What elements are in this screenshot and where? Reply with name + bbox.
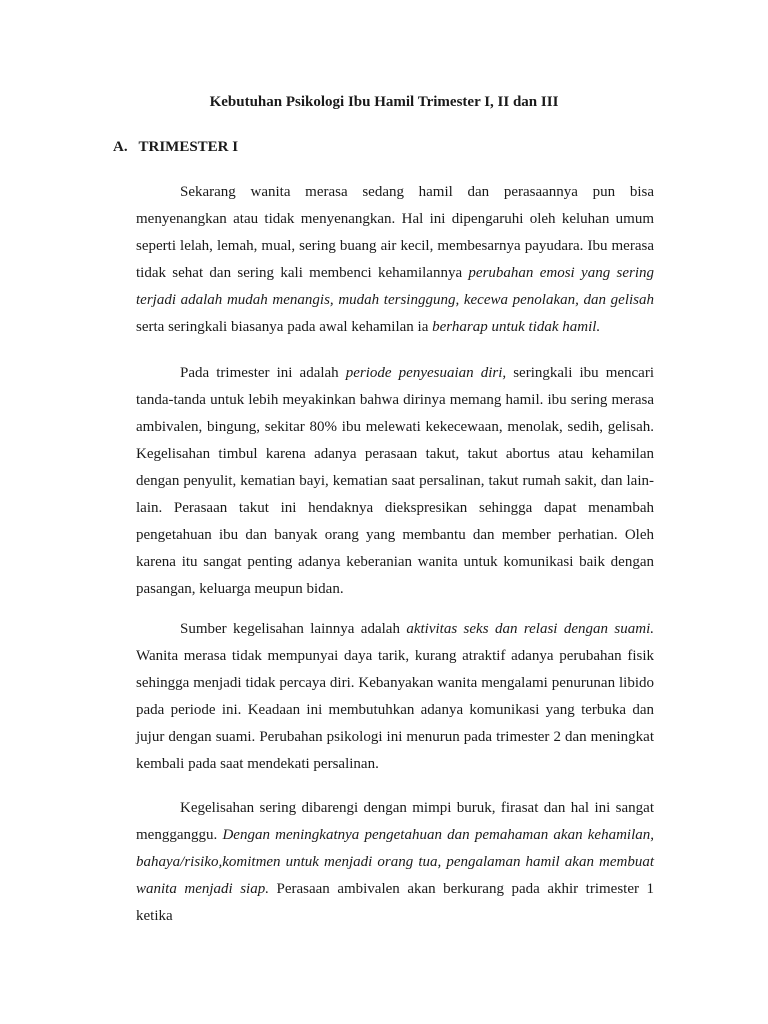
italic-text-run: berharap untuk tidak hamil. <box>432 319 601 335</box>
paragraph-2 <box>136 360 654 603</box>
document-title: Kebutuhan Psikologi Ibu Hamil Trimester I, II dan III <box>209 94 559 110</box>
text-run: Sekarang wanita merasa sedang hamil dan perasaannya pun bisa menyenangkan atau tidak menyenangkan. Hal ini dipengaruhi oleh keluhan umum seperti lelah, lemah, mual, sering buang air kecil, membesarnya payudara. Ibu merasa tidak sehat dan sering kali membenci kehamilannya <box>136 184 654 281</box>
text-run: Wanita merasa tidak mempunyai daya tarik, kurang atraktif adanya perubahan fisik sehingga menjadi tidak percaya diri. Kebanyakan wanita mengalami penurunan libido pada periode ini. Keadaan ini membutuhkan adanya komunikasi yang terbuka dan jujur dengan suami. Perubahan psikologi ini menurun pada trimester 2 dan meningkat kembali pada saat mendekati persalinan. <box>136 648 654 772</box>
text-run: Kegelisahan sering dibarengi dengan mimpi buruk, firasat dan hal ini sangat mengganggu. <box>136 800 654 843</box>
text-run: Pada trimester ini adalah <box>180 365 346 381</box>
section-heading <box>113 137 238 157</box>
section-label: A. <box>113 139 128 155</box>
italic-text-run: periode penyesuaian diri, <box>345 365 507 381</box>
italic-text-run: aktivitas seks dan relasi dengan suami. <box>406 621 654 637</box>
italic-text-run: Dengan meningkatnya pengetahuan dan pemahaman akan kehamilan, bahaya/risiko,komitmen untuk menjadi orang tua, pengalaman hamil akan membuat wanita menjadi siap. <box>136 827 655 897</box>
text-run: seringkali ibu mencari tanda-tanda untuk lebih meyakinkan bahwa dirinya memang hamil. ibu sering merasa ambivalen, bingung, sekitar 80% ibu melewati kekecewaan, menolak, sedih, gelisah. Kegelisahan timbul karena adanya perasaan takut, takut abortus atau kehamilan dengan penyulit, kematian bayi, kematian saat persalinan, takut rumah sakit, dan lain-lain. Perasaan takut ini hendaknya diekspresikan sehingga dapat menambah pengetahuan ibu dan banyak orang yang membantu dan member perhatian. Oleh karena itu sangat penting adanya keberanian wanita untuk komunikasi baik dengan pasangan, keluarga meupun bidan. <box>136 365 654 597</box>
italic-text-run: perubahan emosi yang sering terjadi adalah mudah menangis, mudah tersinggung, kecewa penolakan, dan gelisah <box>136 265 655 308</box>
paragraph-4 <box>136 795 654 930</box>
paragraph-3 <box>136 616 654 778</box>
paragraph-1 <box>136 179 654 341</box>
text-run: Perasaan ambivalen akan berkurang pada akhir trimester 1 ketika <box>136 881 654 924</box>
section-title: TRIMESTER I <box>138 139 239 155</box>
text-run: Sumber kegelisahan lainnya adalah <box>180 621 407 637</box>
text-run: serta seringkali biasanya pada awal kehamilan ia <box>136 319 433 335</box>
